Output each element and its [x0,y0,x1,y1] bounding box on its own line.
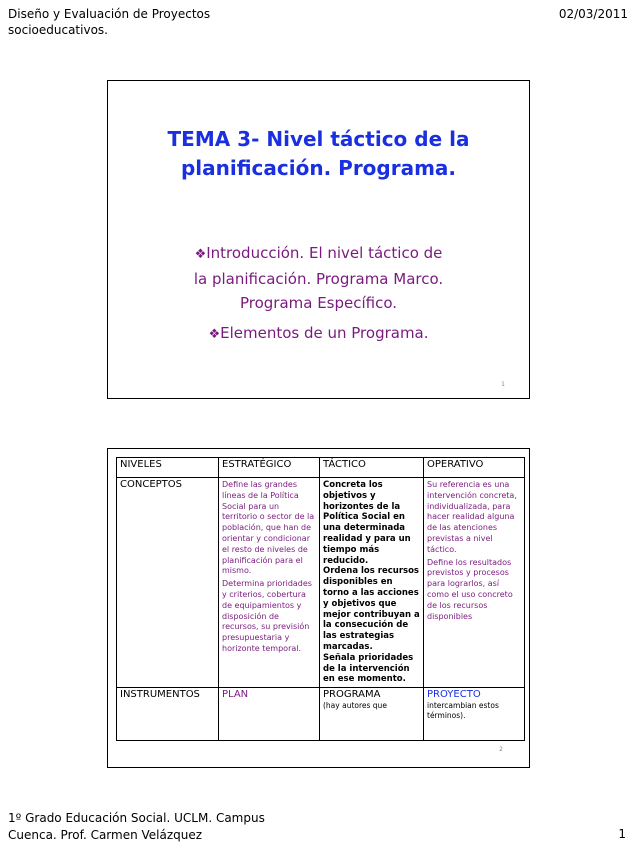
diamond-bullet-icon: ❖ [208,327,221,342]
bullet1-line2: la planificación. Programa Marco. [193,270,444,288]
tactico-paragraph-3: Señala prioridades de la intervención en ese momento. [323,652,414,685]
bullet2-text: Elementos de un Programa. [220,324,429,342]
bullet-item-2 [148,321,489,347]
footer-line2: Cuenca. Prof. Carmen Velázquez [8,828,203,842]
table-row-conceptos [117,478,525,688]
slide-page-number: 1 [501,381,505,388]
cell-operativo-concepto [424,478,525,688]
bullet-item-1 [148,241,489,315]
planning-levels-table [116,457,525,741]
cell-instrument-programa [320,688,424,741]
title-line2: planificación. Programa. [180,156,457,180]
header-niveles: NIVELES [117,458,219,478]
table-header-row [117,458,525,478]
slide-1 [107,80,530,399]
footer-line1: 1º Grado Educación Social. UCLM. Campus [8,811,265,825]
instrument-proyecto-note: intercambian estos términos). [427,700,499,720]
course-title-line2: socioeducativos. [8,23,108,37]
slide-page-number: 2 [499,746,503,753]
table-row-instrumentos [117,688,525,741]
course-title-line1: Diseño y Evaluación de Proyectos [8,7,211,21]
instrument-proyecto: PROYECTO [427,689,481,701]
document-footer [8,810,265,844]
slide-title [128,125,509,183]
operativo-paragraph-2: Define los resultados previstos y procesos para lograrlos, así como el uso concreto de los recursos disponibles [427,557,513,621]
bullet1-line3: Programa Específico. [239,294,398,312]
cell-instrument-proyecto [424,688,525,741]
cell-tactico-concepto [320,478,424,688]
bullet1-line1: Introducción. El nivel táctico de [206,244,443,262]
row-label-conceptos: CONCEPTOS [117,478,219,688]
footer-page-number: 1 [618,827,626,841]
header-operativo: OPERATIVO [424,458,525,478]
header-date: 02/03/2011 [558,7,628,21]
tactico-paragraph-1: Concreta los objetivos y horizontes de la Política Social en una determinada realidad y para un tiempo más reducido. [323,480,411,566]
header-tactico: TÁCTICO [320,458,424,478]
estrategico-paragraph-1: Define las grandes líneas de la Política Social para un territorio o sector de la población, que han de orientar y condicionar el resto de niveles de planificación para el mismo. [222,480,315,576]
instrument-programa-note: (hay autores que [323,700,387,710]
slide-bullets [148,241,489,353]
instrument-programa: PROGRAMA [323,689,381,701]
cell-estrategico-concepto [219,478,320,688]
instrument-plan: PLAN [219,688,320,741]
row-label-instrumentos: INSTRUMENTOS [117,688,219,741]
title-line1: TEMA 3- Nivel táctico de la [167,127,470,151]
document-header [8,6,210,38]
estrategico-paragraph-2: Determina prioridades y criterios, cobertura de equipamientos y disposición de recursos, su previsión presupuestaria y horizonte temporal. [222,579,312,653]
tactico-paragraph-2: Ordena los recursos disponibles en torno a las acciones y objetivos que mejor contribuyan a la consecución de las estrategias marcadas. [323,566,420,652]
operativo-paragraph-1: Su referencia es una intervención concreta, individualizada, para hacer realidad alguna de las atenciones previstas a nivel táctico. [427,480,517,554]
diamond-bullet-icon: ❖ [194,247,207,262]
header-estrategico: ESTRATÉGICO [219,458,320,478]
slide-2 [107,448,530,768]
